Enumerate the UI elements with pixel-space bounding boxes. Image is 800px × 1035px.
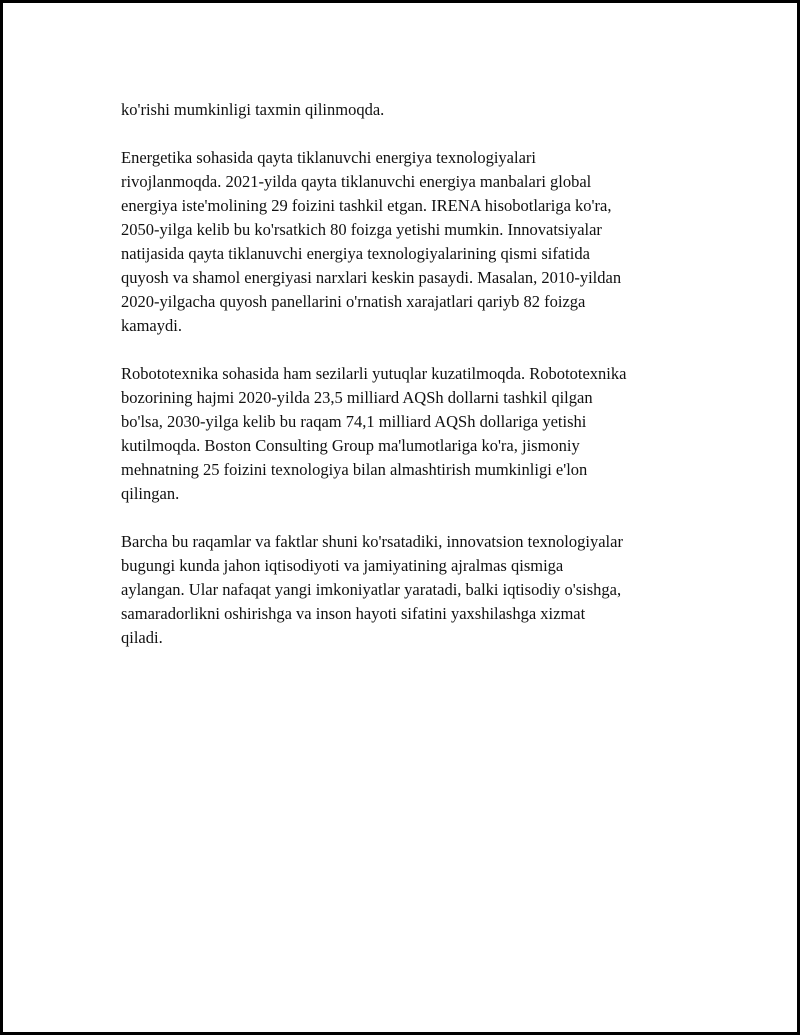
- document-body: [121, 98, 691, 674]
- text-line: bo'lsa, 2030-yilga kelib bu raqam 74,1 milliard AQSh dollariga yetishi: [121, 412, 587, 431]
- text-line: mehnatning 25 foizini texnologiya bilan almashtirish mumkinligi e'lon: [121, 460, 588, 479]
- text-line: aylangan. Ular nafaqat yangi imkoniyatlar yaratadi, balki iqtisodiy o'sishga,: [121, 580, 622, 599]
- text-line: samaradorlikni oshirishga va inson hayoti sifatini yaxshilashga xizmat: [121, 604, 586, 623]
- text-line: energiya iste'molining 29 foizini tashkil etgan. IRENA hisobotlariga ko'ra,: [121, 196, 612, 215]
- text-line: 2020-yilgacha quyosh panellarini o'rnatish xarajatlari qariyb 82 foizga: [121, 292, 586, 311]
- text-line: bugungi kunda jahon iqtisodiyoti va jamiyatining ajralmas qismiga: [121, 556, 564, 575]
- paragraph-intro-continuation: [121, 98, 691, 122]
- paragraph-conclusion: [121, 530, 691, 650]
- text-line: 2050-yilga kelib bu ko'rsatkich 80 foizga yetishi mumkin. Innovatsiyalar: [121, 220, 602, 239]
- text-line: quyosh va shamol energiyasi narxlari keskin pasaydi. Masalan, 2010-yildan: [121, 268, 622, 287]
- text-line: ko'rishi mumkinligi taxmin qilinmoqda.: [121, 100, 385, 119]
- paragraph-energy: [121, 146, 691, 338]
- text-line: Energetika sohasida qayta tiklanuvchi energiya texnologiyalari: [121, 148, 536, 167]
- text-line: natijasida qayta tiklanuvchi energiya texnologiyalarining qismi sifatida: [121, 244, 590, 263]
- text-line: kutilmoqda. Boston Consulting Group ma'lumotlariga ko'ra, jismoniy: [121, 436, 580, 455]
- text-line: Robototexnika sohasida ham sezilarli yutuqlar kuzatilmoqda. Robototexnika: [121, 364, 627, 383]
- text-line: qiladi.: [121, 628, 163, 647]
- text-line: bozorining hajmi 2020-yilda 23,5 milliard AQSh dollarni tashkil qilgan: [121, 388, 593, 407]
- text-line: rivojlanmoqda. 2021-yilda qayta tiklanuvchi energiya manbalari global: [121, 172, 592, 191]
- text-line: Barcha bu raqamlar va faktlar shuni ko'rsatadiki, innovatsion texnologiyalar: [121, 532, 623, 551]
- paragraph-robotics: [121, 362, 691, 506]
- text-line: qilingan.: [121, 484, 180, 503]
- text-line: kamaydi.: [121, 316, 182, 335]
